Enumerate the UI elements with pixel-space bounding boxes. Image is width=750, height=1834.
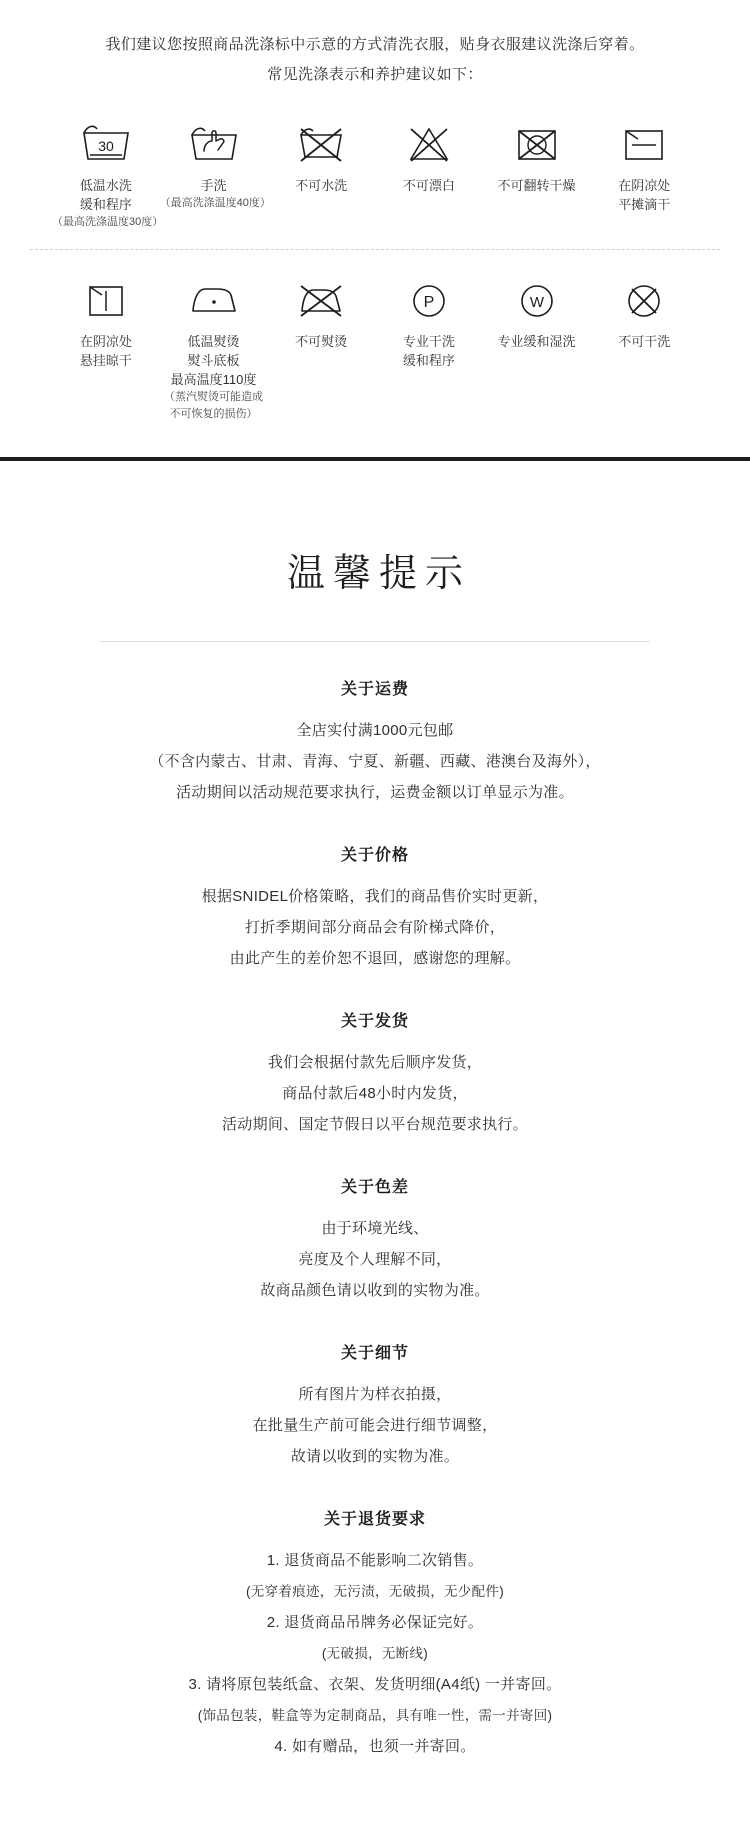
block-line: 根据SNIDEL价格策略，我们的商品售价实时更新， (201, 888, 549, 906)
care-intro-line-2: 常见洗涤表示和养护建议如下： (267, 66, 483, 83)
block-line: 由于环境光线、 (321, 1220, 429, 1238)
care-item-no-tumble-dry (483, 114, 591, 195)
block-line: 故商品颜色请以收到的实物为准。 (260, 1282, 490, 1300)
flat-dry-shade-icon (590, 114, 698, 170)
notice-block-price (0, 842, 750, 974)
block-title: 关于细节 (340, 1345, 409, 1363)
block-line: (无破损，无断线) (321, 1646, 429, 1662)
svg-text:30: 30 (98, 138, 114, 154)
no-iron-icon (267, 270, 375, 326)
block-title: 关于运费 (340, 681, 409, 699)
notice-block-color-difference (0, 1174, 750, 1306)
notice-block-shipping-fee (0, 676, 750, 808)
block-title: 关于发货 (340, 1013, 409, 1031)
care-item-no-dry-clean (590, 270, 698, 351)
no-wash-icon (267, 114, 375, 170)
professional-dry-clean-p-icon (375, 270, 483, 326)
care-item-label: 低温水洗 缓和程序 （最高洗涤温度30度） (52, 178, 164, 228)
care-item-label: 专业干洗 缓和程序 (402, 334, 455, 368)
no-bleach-icon (375, 114, 483, 170)
warm-notice-section (0, 461, 750, 1802)
block-title: 关于价格 (340, 847, 409, 865)
care-item-line-dry-shade (52, 270, 160, 370)
care-item-low-temp-wash (52, 114, 164, 231)
svg-text:P: P (423, 294, 435, 311)
block-line: 全店实付满1000元包邮 (296, 722, 454, 740)
block-line: 打折季期间部分商品会有阶梯式降价， (244, 919, 506, 937)
block-line: 活动期间、国定节假日以平台规范要求执行。 (221, 1116, 528, 1134)
block-line: (饰品包装，鞋盒等为定制商品，具有唯一性，需一并寄回) (197, 1708, 553, 1724)
block-line: 所有图片为样衣拍摄， (298, 1386, 452, 1404)
care-item-label: 不可水洗 (295, 178, 348, 193)
care-item-low-temp-iron (160, 270, 268, 423)
care-item-flat-dry-shade (590, 114, 698, 214)
care-item-professional-wet-clean (483, 270, 591, 351)
notice-block-return-policy (0, 1506, 750, 1762)
care-item-label: 不可翻转干燥 (497, 178, 576, 193)
block-line: 1. 退货商品不能影响二次销售。 (266, 1552, 484, 1570)
care-item-label: 在阴凉处 悬挂晾干 (79, 334, 132, 368)
block-line: 活动期间以活动规范要求执行，运费金额以订单显示为准。 (176, 784, 574, 802)
care-intro-line-1: 我们建议您按照商品洗涤标中示意的方式清洗衣服，贴身衣服建议洗涤后穿着。 (105, 36, 645, 53)
block-line: 由此产生的差价恕不退回，感谢您的理解。 (229, 950, 521, 968)
hand-wash-icon (160, 114, 268, 170)
title-divider (100, 641, 650, 642)
care-item-label: 不可熨烫 (295, 334, 348, 349)
page-title: 温馨提示 (286, 553, 471, 596)
block-line: 我们会根据付款先后顺序发货， (267, 1054, 483, 1072)
block-line: 4. 如有赠品，也须一并寄回。 (274, 1738, 476, 1756)
care-item-no-iron (267, 270, 375, 351)
block-title: 关于退货要求 (323, 1511, 426, 1529)
care-item-label: 手洗 （最高洗涤温度40度） (159, 178, 271, 209)
care-item-hand-wash (159, 114, 271, 212)
care-intro-text (30, 30, 720, 90)
care-symbol-rows (30, 114, 720, 423)
block-line: (无穿着痕迹，无污渍，无破损，无少配件) (246, 1584, 504, 1600)
wash-tub-30-icon (52, 114, 160, 170)
block-title: 关于色差 (340, 1179, 409, 1197)
care-item-professional-dry-clean (375, 270, 483, 370)
care-item-no-bleach (375, 114, 483, 195)
care-item-label: 低温熨烫 熨斗底板 最高温度110度 （蒸汽熨烫可能造成 不可恢复的损伤） (164, 334, 263, 420)
block-line: （不含内蒙古、甘肃、青海、宁夏、新疆、西藏、港澳台及海外）， (149, 753, 601, 771)
iron-low-icon (160, 270, 268, 326)
care-item-label: 不可干洗 (618, 334, 671, 349)
line-dry-shade-icon (52, 270, 160, 326)
care-item-label: 专业缓和湿洗 (497, 334, 576, 349)
notice-block-details (0, 1340, 750, 1472)
block-line: 亮度及个人理解不同， (298, 1251, 452, 1269)
care-symbol-row-2 (30, 250, 720, 423)
care-item-label: 不可漂白 (402, 178, 455, 193)
block-line: 2. 退货商品吊牌务必保证完好。 (266, 1614, 484, 1632)
block-line: 商品付款后48小时内发货， (282, 1085, 468, 1103)
care-symbol-row-1 (30, 114, 720, 250)
block-line: 在批量生产前可能会进行细节调整， (252, 1417, 498, 1435)
svg-text:W: W (529, 294, 544, 311)
no-dry-clean-icon (590, 270, 698, 326)
care-item-no-wash (267, 114, 375, 195)
block-line: 故请以收到的实物为准。 (290, 1448, 460, 1466)
care-item-label: 在阴凉处 平摊滴干 (618, 178, 671, 212)
block-line: 3. 请将原包装纸盒、衣架、发货明细(A4纸) 一并寄回。 (188, 1676, 562, 1694)
care-instructions-section (0, 0, 750, 461)
notice-block-delivery (0, 1008, 750, 1140)
professional-wet-clean-w-icon (483, 270, 591, 326)
no-tumble-dry-icon (483, 114, 591, 170)
